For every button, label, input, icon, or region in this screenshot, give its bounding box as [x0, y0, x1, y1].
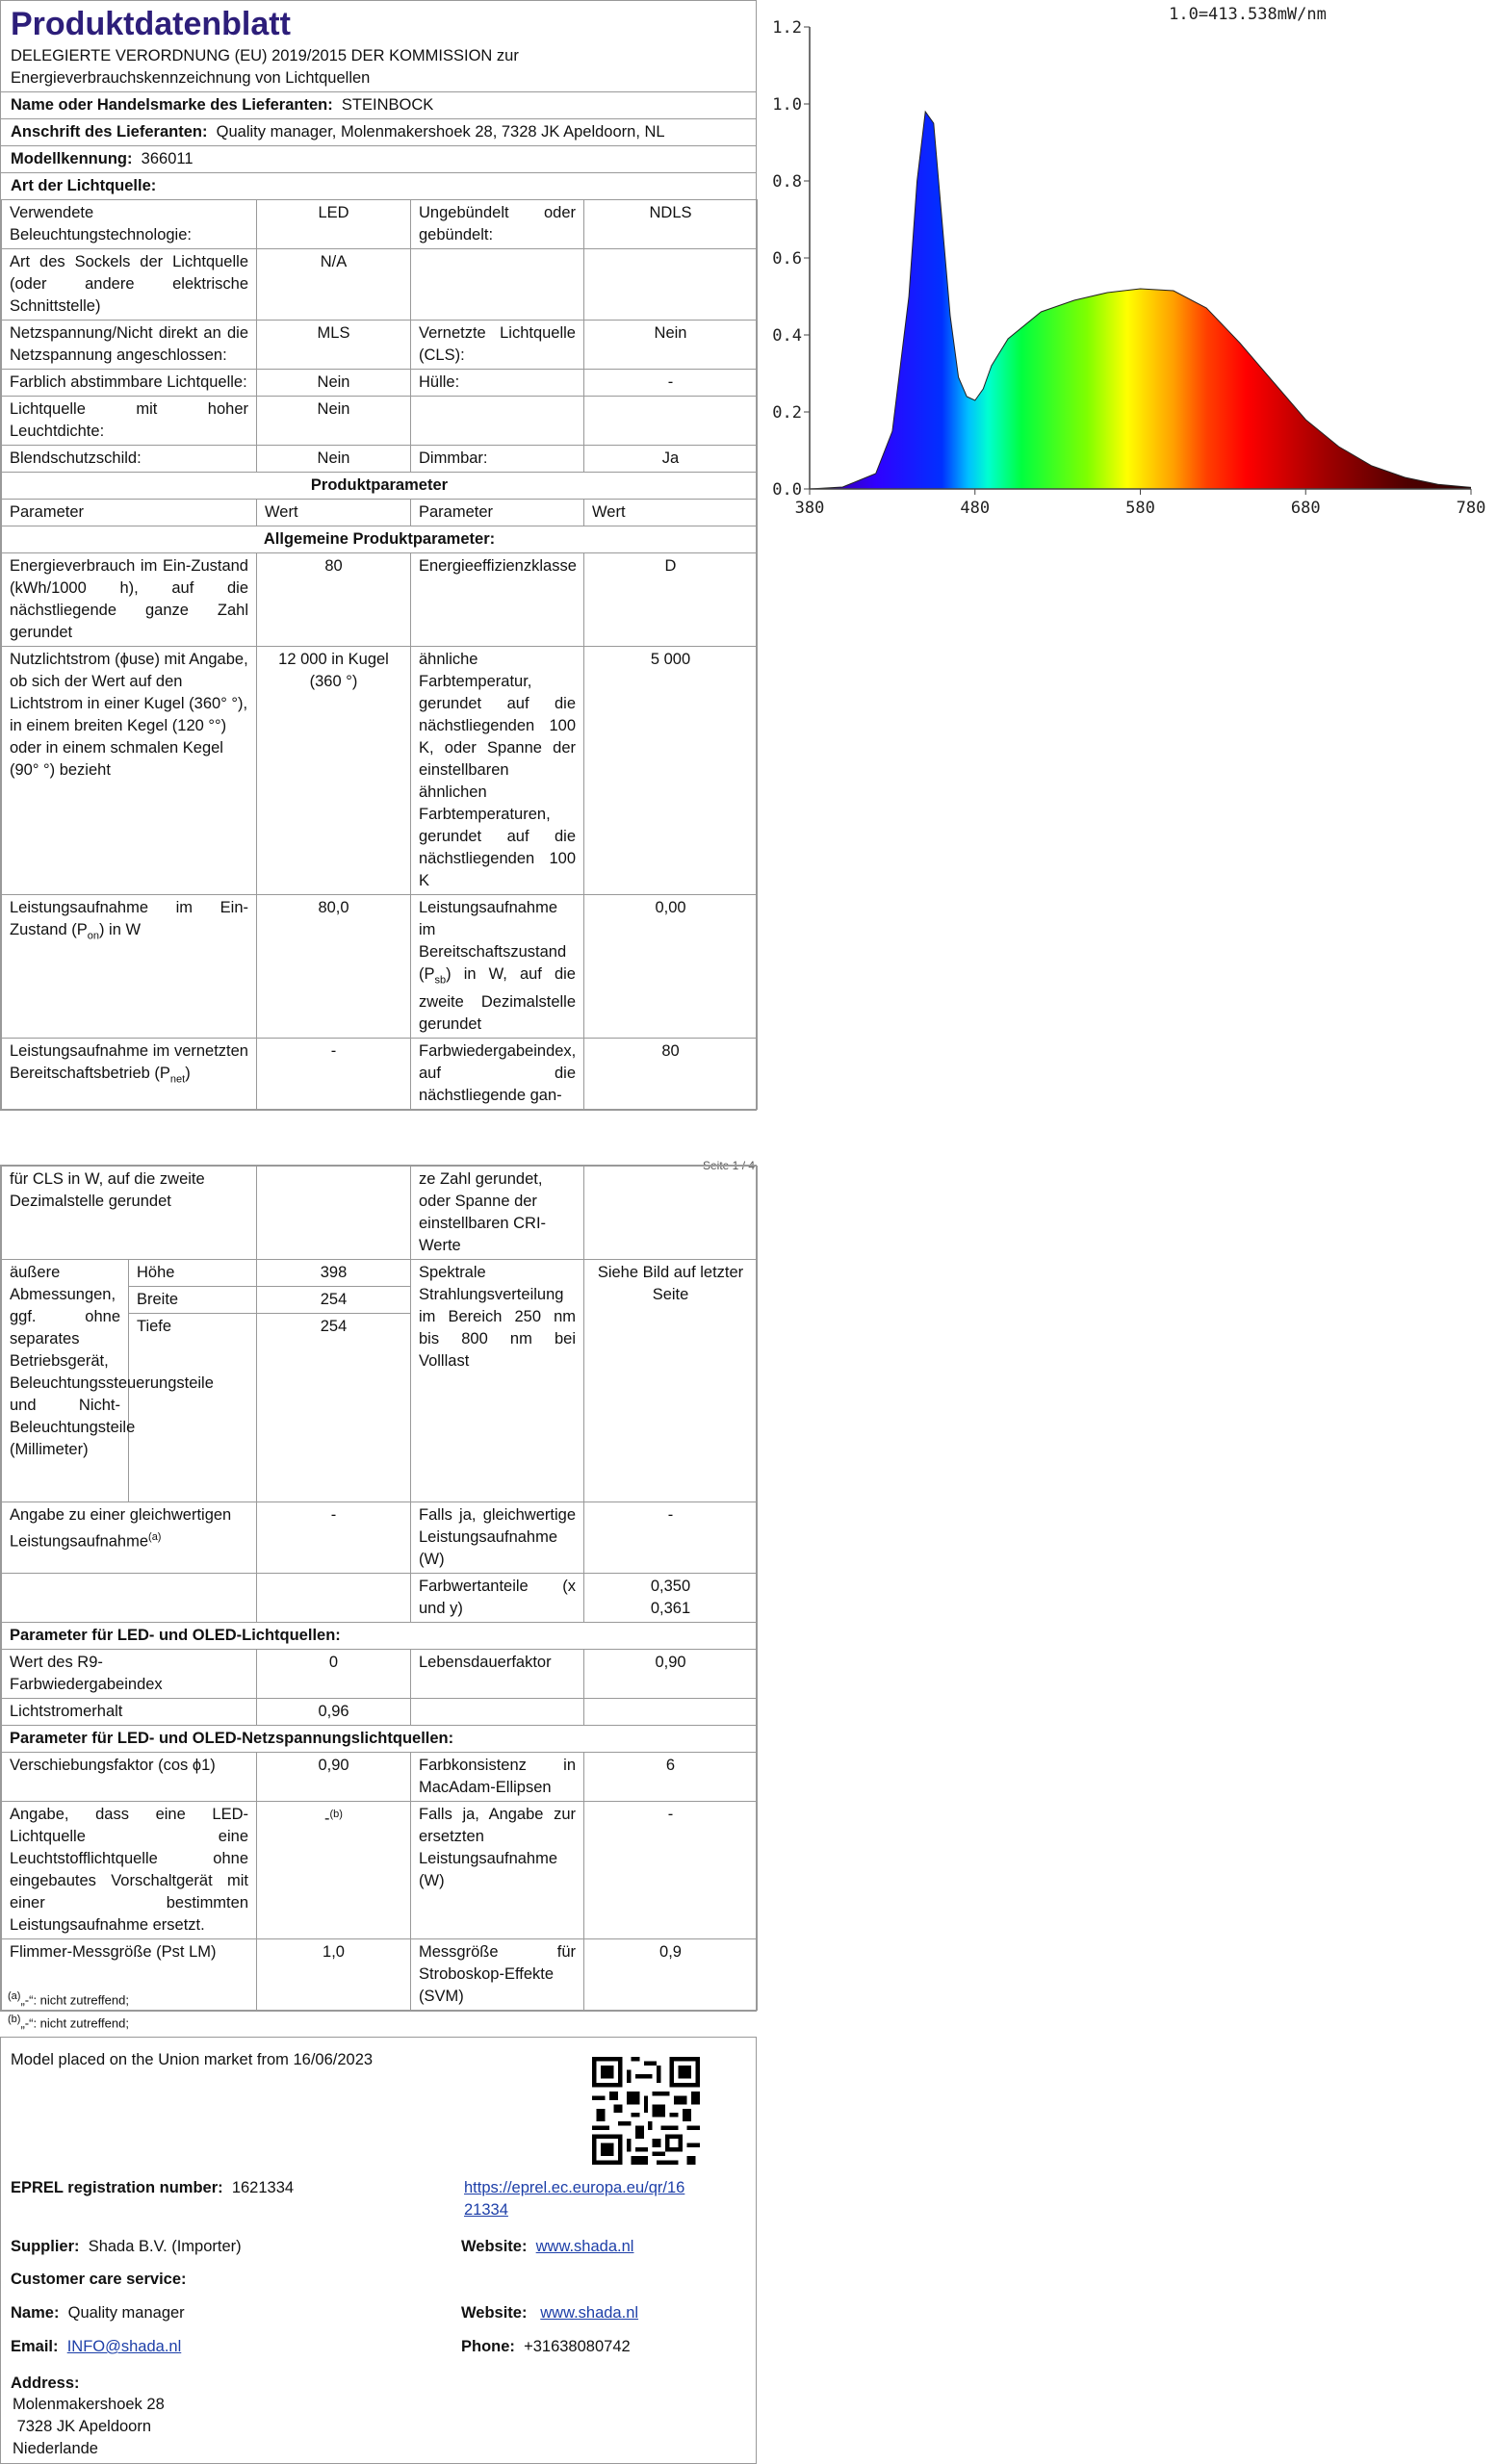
name-line	[11, 2302, 185, 2324]
psb-tail: ) in W, auf die zweite Dezimalstelle gerundet	[419, 965, 576, 1034]
footnote-a	[8, 1987, 764, 2010]
cell: 80,0	[257, 895, 411, 1039]
cell	[584, 1699, 758, 1726]
cell: Lichtquelle mit hoher Leuchtdichte:	[2, 397, 257, 446]
y-tick-label: 0.6	[772, 249, 802, 269]
cell: Wert	[257, 500, 411, 526]
y-tick-label: 1.0	[772, 95, 802, 115]
cell: Nein	[584, 321, 758, 370]
eprel-value: 1621334	[231, 2179, 295, 2196]
cell: LED	[257, 200, 411, 249]
cell	[257, 1574, 411, 1623]
supplier-value: STEINBOCK	[341, 96, 434, 114]
cell	[584, 1167, 758, 1260]
eprel-info-box	[0, 2037, 757, 2464]
cell: Lichtstromerhalt	[2, 1699, 257, 1726]
x-tick-label: 480	[960, 499, 991, 518]
cell: Energieeffizienzklasse	[411, 553, 584, 647]
equiv-label: Angabe zu einer gleichwertigen Leistungsaufnahme	[10, 1506, 232, 1551]
cell: Produktparameter	[2, 473, 758, 500]
cell: -	[257, 1502, 411, 1574]
datasheet-page-1	[0, 0, 757, 1111]
eprel-url-line2[interactable]: 21334	[464, 2201, 508, 2219]
cell: Messgröße für Stroboskop-Effekte (SVM)	[411, 1939, 584, 2011]
cell: Nein	[257, 370, 411, 397]
table-row	[2, 1753, 758, 1802]
table-row	[2, 370, 758, 397]
web2-label: Website:	[461, 2304, 528, 2322]
page-title: Produktdatenblatt	[11, 6, 291, 42]
cell	[411, 895, 584, 1039]
website-link[interactable]: www.shada.nl	[535, 2238, 634, 2255]
cell: Farblich abstimmbare Lichtquelle:	[2, 370, 257, 397]
cell: MLS	[257, 321, 411, 370]
cell: -	[584, 370, 758, 397]
section-header	[2, 526, 758, 553]
cell: 0,90	[257, 1753, 411, 1802]
cell: Energieverbrauch im Ein-Zustand (kWh/1000 h), auf die nächstliegende ganze Zahl gerundet	[2, 553, 257, 647]
cell: N/A	[257, 249, 411, 321]
cell	[257, 1802, 411, 1939]
cell	[411, 1699, 584, 1726]
table-row	[2, 397, 758, 446]
cell: D	[584, 553, 758, 647]
cell: Parameter für LED- und OLED-Netzspannungslichtquellen:	[2, 1726, 758, 1753]
cell	[411, 249, 584, 321]
cell: Blendschutzschild:	[2, 446, 257, 473]
cell	[2, 1574, 257, 1623]
y-tick-label: 0.0	[772, 480, 802, 500]
page-break	[0, 1144, 757, 1166]
email-label: Email:	[11, 2338, 59, 2355]
y-tick-label: 0.2	[772, 403, 802, 423]
phone-value: +31638080742	[524, 2338, 631, 2355]
section-header	[2, 473, 758, 500]
chrom-y: 0,361	[650, 1600, 691, 1617]
x-tick-label: 580	[1125, 499, 1155, 518]
addr-line: Molenmakershoek 28	[13, 2396, 165, 2413]
cell: 0,00	[584, 895, 758, 1039]
section-header	[2, 1623, 758, 1650]
x-tick-label: 680	[1290, 499, 1321, 518]
cell: Höhe	[129, 1260, 257, 1287]
email-link[interactable]: INFO@shada.nl	[66, 2338, 182, 2355]
table-row	[2, 1502, 758, 1574]
phone-line	[461, 2336, 631, 2358]
name-value: Quality manager	[67, 2304, 185, 2322]
eprel-url-line1[interactable]: https://eprel.ec.europa.eu/qr/16	[464, 2179, 685, 2196]
website2-link[interactable]: www.shada.nl	[540, 2304, 639, 2322]
table-row	[2, 446, 758, 473]
light-source-table	[1, 199, 758, 1110]
cell: Hülle:	[411, 370, 584, 397]
regulation-text: DELEGIERTE VERORDNUNG (EU) 2019/2015 DER KOMMISSION zur Energieverbrauchskennzeichnung von Lichtquellen	[11, 47, 519, 87]
addr-line: Niederlande	[13, 2440, 98, 2457]
sup-label: Supplier:	[11, 2238, 80, 2255]
cell: Farbkonsistenz in MacAdam-Ellipsen	[411, 1753, 584, 1802]
cell: 0,96	[257, 1699, 411, 1726]
cell: 5 000	[584, 647, 758, 895]
cell: Breite	[129, 1287, 257, 1314]
psb-sub: sb	[434, 974, 447, 987]
cell	[257, 1167, 411, 1260]
cell: Wert des R9-Farbwiedergabeindex	[2, 1650, 257, 1699]
qr-code-icon[interactable]	[592, 2057, 700, 2165]
cell: Dimmbar:	[411, 446, 584, 473]
cell: Flimmer-Messgröße (Pst LM)	[2, 1939, 257, 2011]
cell: Allgemeine Produktparameter:	[2, 526, 758, 553]
addr-label: Address:	[11, 2374, 80, 2392]
footnote-mark: (a)	[8, 1990, 21, 2002]
table-row	[2, 1574, 758, 1623]
model-row	[1, 145, 756, 172]
sup-value: Shada B.V. (Importer)	[88, 2238, 242, 2255]
table-row	[2, 553, 758, 647]
y-tick-label: 1.2	[772, 18, 802, 38]
eprel-label: EPREL registration number:	[11, 2179, 223, 2196]
cell: Netzspannung/Nicht direkt an die Netzspannung angeschlossen:	[2, 321, 257, 370]
x-tick-label: 380	[794, 499, 825, 518]
care-label: Customer care service:	[11, 2271, 187, 2288]
cell: Tiefe	[129, 1314, 257, 1502]
supplier-line	[11, 2236, 242, 2258]
pon-tail: ) in W	[98, 921, 142, 938]
datasheet-page-2	[0, 1165, 757, 2012]
web-label: Website:	[461, 2238, 528, 2255]
table-row	[2, 1167, 758, 1260]
cell: äußere Abmessungen, ggf. ohne separates Betriebsgerät, Beleuchtungssteuerungsteile und Nicht-Beleuchtungsteile (Millimeter)	[2, 1260, 129, 1502]
cell: Parameter	[411, 500, 584, 526]
cell	[584, 1574, 758, 1623]
cell: 254	[257, 1287, 411, 1314]
table-row	[2, 1650, 758, 1699]
cell: -	[257, 1039, 411, 1110]
cell: ähnliche Farbtemperatur, gerundet auf die nächstliegenden 100 K, oder Spanne der einstellbaren ähnlichen Farbtemperaturen, gerundet auf die nächstliegenden 100 K	[411, 647, 584, 895]
pon-sub: on	[87, 930, 99, 942]
cell: Siehe Bild auf letzter Seite	[584, 1260, 758, 1502]
page-number: Seite 1 / 4	[703, 1159, 756, 1172]
psb-label: Leistungsaufnahme im Bereitschaftszustand (P	[419, 899, 567, 983]
replace-value: -	[324, 1810, 330, 1828]
addr-line: 7328 JK Apeldoorn	[13, 2418, 152, 2435]
params-table-continued	[1, 1166, 758, 2011]
column-header-row	[2, 500, 758, 526]
cell: Ja	[584, 446, 758, 473]
cell: 0	[257, 1650, 411, 1699]
footnote-text: „-“: nicht zutreffend;	[20, 2015, 129, 2031]
cell: Angabe, dass eine LED-Lichtquelle eine Leuchtstofflichtquelle ohne eingebautes Vorschaltgerät mit einer bestimmten Leistungsaufnahme ersetzt.	[2, 1802, 257, 1939]
address-label: Anschrift des Lieferanten:	[11, 123, 208, 141]
cell	[2, 895, 257, 1039]
cell: Verwendete Beleuchtungstechnologie:	[2, 200, 257, 249]
eprel-number	[11, 2177, 294, 2199]
website-line	[461, 2236, 633, 2258]
cell: Nutzlichtstrom (ϕuse) mit Angabe, ob sich der Wert auf den Lichtstrom in einer Kugel (360° °), in einem breiten Kegel (120 °°) oder in einem schmalen Kegel (90° °) bezieht	[2, 647, 257, 895]
table-row	[2, 1039, 758, 1110]
cell: 12 000 in Kugel (360 °)	[257, 647, 411, 895]
footnotes	[0, 1987, 764, 2034]
cell: Parameter	[2, 500, 257, 526]
cell	[584, 397, 758, 446]
cell: Falls ja, gleichwertige Leistungsaufnahme (W)	[411, 1502, 584, 1574]
cell: Art des Sockels der Lichtquelle (oder andere elektrische Schnittstelle)	[2, 249, 257, 321]
cell: 6	[584, 1753, 758, 1802]
cell: Vernetzte Lichtquelle (CLS):	[411, 321, 584, 370]
table-row	[2, 1802, 758, 1939]
cell: -	[584, 1802, 758, 1939]
cell	[2, 1039, 257, 1110]
pnet-tail: )	[185, 1065, 191, 1083]
cell: Verschiebungsfaktor (cos ϕ1)	[2, 1753, 257, 1802]
model-label: Modellkennung:	[11, 150, 133, 167]
address-value: Quality manager, Molenmakershoek 28, 7328 JK Apeldoorn, NL	[216, 123, 665, 141]
cell: Nein	[257, 446, 411, 473]
cell: Spektrale Strahlungsverteilung im Bereich 250 nm bis 800 nm bei Volllast	[411, 1260, 584, 1502]
cell: 398	[257, 1260, 411, 1287]
cell: 1,0	[257, 1939, 411, 2011]
table-row	[2, 647, 758, 895]
cell: 80	[584, 1039, 758, 1110]
x-tick-label: 780	[1456, 499, 1486, 518]
cell: Wert	[584, 500, 758, 526]
cell: für CLS in W, auf die zweite Dezimalstelle gerundet	[2, 1167, 257, 1260]
model-value: 366011	[141, 150, 194, 167]
chrom-x: 0,350	[650, 1578, 691, 1595]
cell	[584, 249, 758, 321]
footnote-mark: (b)	[8, 2014, 21, 2026]
cell: Lebensdauerfaktor	[411, 1650, 584, 1699]
cell: Parameter für LED- und OLED-Lichtquellen:	[2, 1623, 758, 1650]
cell: ze Zahl gerundet, oder Spanne der einstellbaren CRI-Werte	[411, 1167, 584, 1260]
table-row	[2, 249, 758, 321]
website2-line	[461, 2302, 638, 2324]
addr-lines	[13, 2394, 165, 2460]
chart-title: 1.0=413.538mW/nm	[1169, 5, 1327, 24]
equiv-sup: (a)	[148, 1531, 162, 1543]
y-tick-label: 0.8	[772, 172, 802, 192]
phone-label: Phone:	[461, 2338, 515, 2355]
market-date: Model placed on the Union market from 16/06/2023	[11, 2051, 374, 2068]
cell: 0,9	[584, 1939, 758, 2011]
cell: 80	[257, 553, 411, 647]
email-line	[11, 2336, 181, 2358]
cell: Ungebündelt oder gebündelt:	[411, 200, 584, 249]
supplier-row	[1, 91, 756, 118]
cell: 0,90	[584, 1650, 758, 1699]
cell: NDLS	[584, 200, 758, 249]
replace-sup: (b)	[329, 1809, 343, 1820]
cell: Nein	[257, 397, 411, 446]
table-row	[2, 321, 758, 370]
pon-label: Leistungsaufnahme im Ein-Zustand (P	[10, 899, 248, 938]
cell	[2, 1502, 257, 1574]
pnet-sub: net	[169, 1073, 186, 1086]
name-label: Name:	[11, 2304, 60, 2322]
pnet-label: Leistungsaufnahme im vernetzten Bereitschaftsbetrieb (P	[10, 1042, 248, 1083]
cell: Falls ja, Angabe zur ersetzten Leistungsaufnahme (W)	[411, 1802, 584, 1939]
eprel-link[interactable]	[464, 2177, 684, 2221]
supplier-label: Name oder Handelsmarke des Lieferanten:	[11, 96, 333, 114]
cell: 254	[257, 1314, 411, 1502]
spectrum-chart	[757, 0, 1497, 539]
table-row	[2, 895, 758, 1039]
cell: Farbwertanteile (x und y)	[411, 1574, 584, 1623]
cell: -	[584, 1502, 758, 1574]
table-row	[2, 1260, 758, 1287]
cell: Farbwiedergabeindex, auf die nächstliegende gan-	[411, 1039, 584, 1110]
footnote-text: „-“: nicht zutreffend;	[20, 1992, 129, 2008]
type-label: Art der Lichtquelle:	[1, 172, 756, 199]
table-row	[2, 1699, 758, 1726]
footnote-b	[8, 2010, 764, 2033]
cell	[411, 397, 584, 446]
section-header	[2, 1726, 758, 1753]
address-row	[1, 118, 756, 145]
table-row	[2, 200, 758, 249]
y-tick-label: 0.4	[772, 326, 802, 346]
